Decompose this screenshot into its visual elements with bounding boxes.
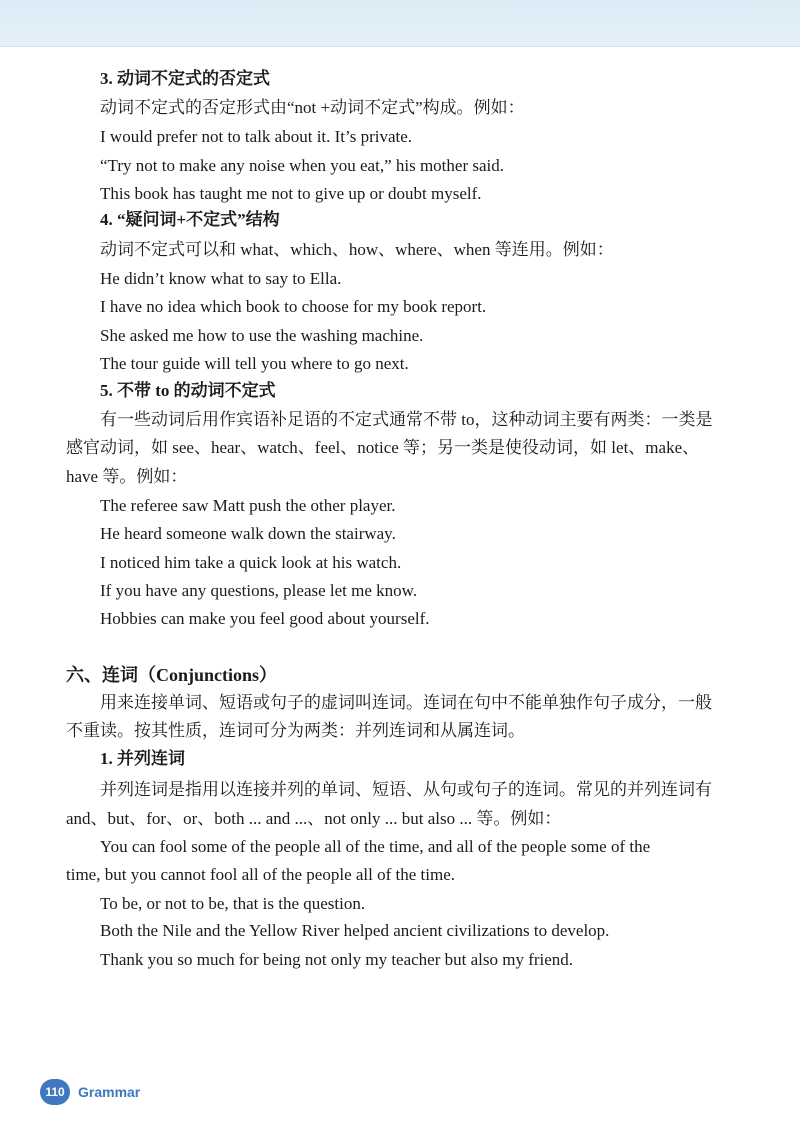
example-sentence: This book has taught me not to give up or doubt myself.	[100, 184, 482, 203]
heading-bare-infinitive: 5. 不带 to 的动词不定式	[100, 381, 276, 400]
heading-negative-infinitive: 3. 动词不定式的否定式	[100, 69, 270, 88]
example-sentence: I noticed him take a quick look at his watch.	[100, 553, 402, 572]
example-sentence: The tour guide will tell you where to go next.	[100, 354, 409, 373]
example-sentence: She asked me how to use the washing machine.	[100, 326, 424, 345]
example-sentence: time, but you cannot fool all of the people all of the time.	[66, 865, 456, 884]
body-text: 用来连接单词、短语或句子的虚词叫连词。连词在句中不能单独作句子成分，一般	[100, 693, 712, 712]
running-title: Grammar	[78, 1084, 141, 1100]
heading-coordinating-conjunctions: 1. 并列连词	[100, 749, 185, 768]
body-text: 动词不定式可以和 what、which、how、where、when 等连用。例如：	[100, 240, 614, 259]
example-sentence: The referee saw Matt push the other player.	[100, 496, 396, 515]
body-text: 感官动词，如 see、hear、watch、feel、notice 等；另一类是使役动词，如 let、make、	[66, 438, 700, 457]
body-text: 不重读。按其性质，连词可分为两类：并列连词和从属连词。	[66, 721, 525, 740]
body-text: have 等。例如：	[66, 467, 188, 486]
example-sentence: I have no idea which book to choose for my book report.	[100, 297, 487, 316]
section-title-conjunctions: 六、连词（Conjunctions）	[66, 665, 278, 685]
example-sentence: He didn’t know what to say to Ella.	[100, 269, 342, 288]
body-text: 动词不定式的否定形式由“not +动词不定式”构成。例如：	[100, 98, 525, 117]
example-sentence: Thank you so much for being not only my teacher but also my friend.	[100, 950, 574, 969]
body-text: 并列连词是指用以连接并列的单词、短语、从句或句子的连词。常见的并列连词有	[100, 780, 712, 799]
example-sentence: To be, or not to be, that is the question.	[100, 894, 366, 913]
body-text: 有一些动词后用作宾语补足语的不定式通常不带 to，这种动词主要有两类：一类是	[100, 410, 713, 429]
heading-question-word-infinitive: 4. “疑问词+不定式”结构	[100, 210, 280, 229]
page-number-badge: 110	[40, 1079, 70, 1105]
example-sentence: Hobbies can make you feel good about yourself.	[100, 609, 430, 628]
example-sentence: “Try not to make any noise when you eat,” his mother said.	[100, 156, 504, 175]
example-sentence: If you have any questions, please let me know.	[100, 581, 418, 600]
page-footer	[40, 1079, 140, 1105]
top-color-band	[0, 0, 800, 47]
example-sentence: He heard someone walk down the stairway.	[100, 524, 396, 543]
example-sentence: I would prefer not to talk about it. It’s private.	[100, 127, 413, 146]
example-sentence: Both the Nile and the Yellow River helped ancient civilizations to develop.	[100, 921, 610, 940]
example-sentence: You can fool some of the people all of the time, and all of the people some of the	[100, 837, 651, 856]
body-text: and、but、for、or、both ... and ...、not only ... but also ... 等。例如：	[66, 809, 562, 828]
